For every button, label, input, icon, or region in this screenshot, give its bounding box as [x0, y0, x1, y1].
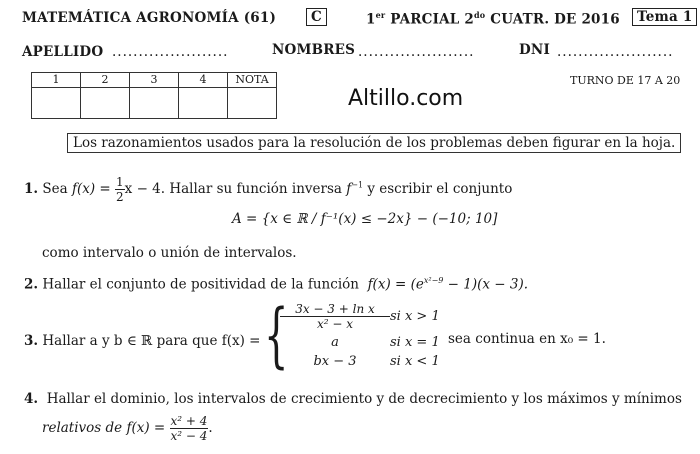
p3-case1-top: 3x − 3 + ln x [280, 302, 390, 317]
exam-mid: PARCIAL 2 [385, 11, 474, 28]
grade-header-4: 4 [179, 73, 228, 88]
tema-box: Tema 1 [632, 8, 697, 26]
problem-3-line [24, 333, 260, 349]
p3-tail: sea continua en x₀ = 1. [448, 331, 606, 347]
p2-text: Hallar el conjunto de positividad de la función [42, 276, 359, 293]
dni-label: DNI [519, 42, 550, 58]
p2-f2: − 1)(x − 3). [447, 276, 529, 293]
course-title: MATEMÁTICA AGRONOMÍA (61) [22, 10, 277, 26]
nombres-field[interactable]: ...................... [358, 44, 475, 60]
exam-prefix: 1 [366, 11, 376, 28]
p3-case1-frac [280, 302, 390, 331]
p1-fx: f(x) = [71, 181, 111, 197]
p4-text: Hallar el dominio, los intervalos de crecimiento y de decrecimiento y los máximos y mínimos [46, 391, 682, 407]
p4-frac-top: x² + 4 [170, 414, 208, 428]
p1-text-d: como intervalo o unión de intervalos. [42, 245, 297, 261]
p4-frac-bot: x² − 4 [170, 429, 208, 443]
grade-cell-2[interactable] [81, 88, 130, 119]
exam-sup1: er [375, 10, 386, 20]
p1-set-expression: A = {x ∈ ℝ / f⁻¹(x) ≤ −2x} − (−10; 10] [232, 211, 498, 227]
variant-letter: C [306, 8, 327, 26]
p1-fraction [115, 175, 125, 204]
p3-text: Hallar a y b ∈ ℝ para que f(x) = [42, 333, 261, 349]
turno-label: TURNO DE 17 A 20 [570, 74, 681, 87]
grade-table [31, 72, 277, 119]
nombres-label: NOMBRES [272, 42, 356, 58]
exam-suffix: CUATR. DE 2016 [485, 11, 620, 28]
p3-case3: bx − 3 [313, 354, 357, 369]
grade-cell-4[interactable] [179, 88, 228, 119]
p1-frac-top: 1 [116, 175, 124, 189]
apellido-label: APELLIDO [22, 44, 104, 60]
dni-field[interactable]: ...................... [557, 44, 674, 60]
instructions-note: Los razonamientos usados para la resolución de los problemas deben figurar en la hoja. [67, 133, 681, 153]
p3-case3-cond: si x < 1 [390, 354, 440, 369]
problem-1-line [24, 175, 512, 204]
p3-case2-cond: si x = 1 [390, 335, 440, 350]
p1-frac-bot: 2 [116, 190, 124, 204]
p3-brace: { [264, 294, 289, 376]
p1-text-a: Sea [42, 181, 68, 197]
grade-cell-nota[interactable] [228, 88, 277, 119]
p1-finv-sup: −1 [351, 180, 364, 190]
p1-text-c: y escribir el conjunto [367, 181, 513, 197]
site-logo: Altillo.com [348, 86, 464, 111]
p2-f: f(x) = (e [367, 276, 424, 293]
problem-1-number: 1. [24, 181, 39, 197]
p3-case1-cond: si x > 1 [390, 309, 440, 324]
problem-4-line2 [42, 414, 213, 443]
problem-4-line [24, 391, 682, 407]
p3-piecewise [280, 302, 450, 369]
grade-cell-1[interactable] [32, 88, 81, 119]
apellido-field[interactable]: ...................... [112, 44, 229, 60]
p4-text2: relativos de f(x) = [42, 420, 166, 436]
exam-title [366, 10, 620, 28]
p4-fraction [170, 414, 209, 443]
grade-cell-3[interactable] [130, 88, 179, 119]
problem-3-number: 3. [24, 333, 39, 349]
grade-header-nota: NOTA [228, 73, 277, 88]
p3-case2: a [331, 335, 339, 350]
p2-exponent: x²−9 [423, 276, 444, 285]
p1-finv: f [346, 181, 352, 197]
grade-header-1: 1 [32, 73, 81, 88]
p1-text-b: x − 4. Hallar su función inversa [124, 181, 342, 197]
problem-2-number: 2. [24, 276, 39, 293]
p4-end: . [208, 420, 213, 436]
problem-4-number: 4. [24, 391, 39, 407]
grade-header-3: 3 [130, 73, 179, 88]
exam-sup2: do [474, 10, 486, 20]
p3-case1-bot: x² − x [316, 317, 354, 331]
problem-2-line [24, 276, 528, 293]
grade-header-2: 2 [81, 73, 130, 88]
